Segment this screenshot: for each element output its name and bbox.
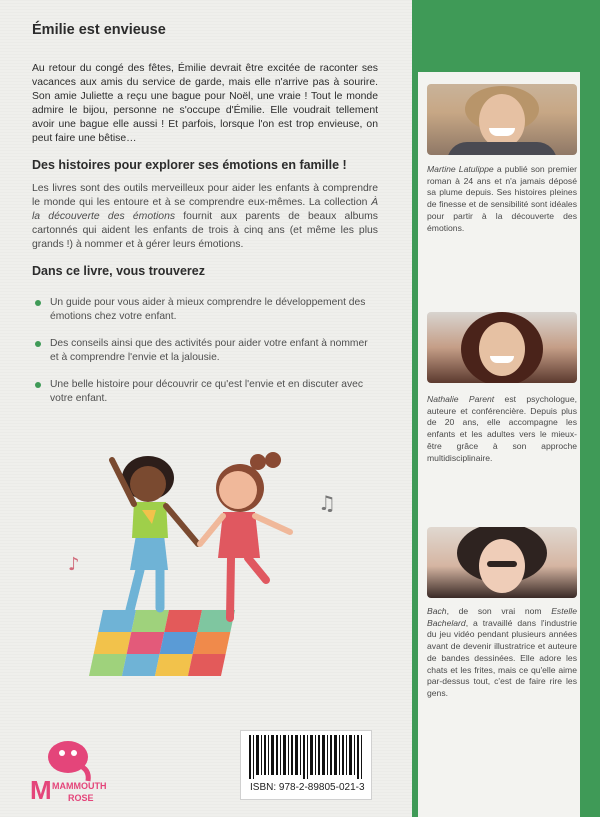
author-photo-nathalie bbox=[427, 312, 577, 383]
section-title-contents: Dans ce livre, vous trouverez bbox=[32, 264, 205, 278]
svg-text:M: M bbox=[30, 775, 52, 805]
list-item: Une belle histoire pour découvrir ce qu'est l'envie et en discuter avec votre enfant. bbox=[32, 378, 378, 406]
dancing-girls-illustration bbox=[68, 440, 368, 700]
girl-left bbox=[112, 456, 198, 610]
contents-list bbox=[32, 296, 378, 419]
barcode-bars bbox=[241, 731, 371, 781]
collection-name: À la découverte des émotions bbox=[32, 196, 378, 222]
svg-text:♪: ♪ bbox=[68, 554, 80, 575]
book-title: Émilie est envieuse bbox=[32, 22, 166, 38]
publisher-logo bbox=[28, 735, 128, 807]
author-bio-martine: Martine Latulippe a publié son premier roman à 24 ans et n'a jamais déposé sa plume depuis. Ses histoires pleines de finesse et de sensibilité sont idéales pour partir à la découverte des émotions. bbox=[427, 164, 577, 233]
author-name: Martine Latulippe bbox=[427, 164, 494, 174]
author-real-name: Estelle Bachelard bbox=[427, 606, 577, 628]
girl-right bbox=[200, 452, 290, 618]
svg-text:♫: ♫ bbox=[318, 491, 336, 515]
list-item: Un guide pour vous aider à mieux comprendre le développement des émotions chez votre enfant. bbox=[32, 296, 378, 324]
author-bio-bach: Bach, de son vrai nom Estelle Bachelard, a travaillé dans l'industrie du jeu vidéo pendant plusieurs années avant de devenir illustratrice et auteure de bandes dessinées. Elle adore les chats et les frites, mais ce qu'elle aime par-dessus tout, c'est de faire rire les gens. bbox=[427, 606, 577, 698]
author-photo-martine bbox=[427, 84, 577, 155]
author-bio-nathalie: Nathalie Parent est psychologue, auteure et conférencière. Depuis plus de 20 ans, elle accompagne les enfants et les adultes vers le mieux-être grâce à son approche multidisciplinaire. bbox=[427, 394, 577, 463]
list-item: Des conseils ainsi que des activités pour aider votre enfant à nommer et à comprendre l'envie et la jalousie. bbox=[32, 337, 378, 365]
logo-text-bottom: ROSE bbox=[68, 793, 94, 803]
collection-description: Les livres sont des outils merveilleux pour aider les enfants à comprendre le monde qui les entoure et à se comprendre eux-mêmes. La collection À la découverte des émotions fournit aux parents de beaux albums cartonnés qui aident les enfants de trois à cinq ans (et même les plus grands !) à nommer et à gérer leurs émotions. bbox=[32, 183, 378, 250]
face bbox=[479, 94, 525, 148]
author-photo-bach bbox=[427, 527, 577, 598]
dance-floor bbox=[89, 610, 235, 676]
logo-text-top: MAMMOUTH bbox=[52, 781, 107, 791]
synopsis: Au retour du congé des fêtes, Émilie devrait être excitée de raconter ses vacances aux amis du service de garde, mais elle n'arrive pas à sourire. Son amie Juliette a reçu une bague pour Noël, une vraie ! Tout le monde admire le bijou, personne ne s'occupe d'Émilie. Elle voudrait tellement avoir une bague elle aussi ! Et parfois, lorsque l'on est trop envieuse, on peut faire une bêtise… bbox=[32, 63, 378, 144]
isbn: ISBN: 978-2-89805-021-3 bbox=[250, 782, 365, 793]
author-name: Bach bbox=[427, 606, 447, 616]
author-name: Nathalie Parent bbox=[427, 394, 495, 404]
section-title-emotions: Des histoires pour explorer ses émotions en famille ! bbox=[32, 158, 347, 172]
